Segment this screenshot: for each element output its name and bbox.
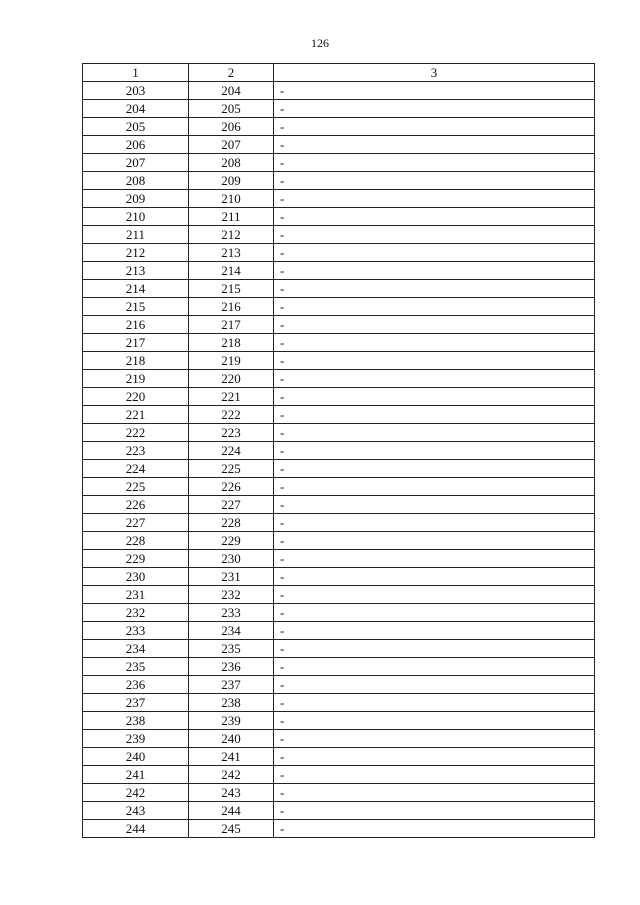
cell-col-3: - [274, 748, 595, 766]
cell-col-1: 220 [83, 388, 189, 406]
table-row [83, 190, 595, 208]
cell-col-2: 228 [189, 514, 274, 532]
table-row [83, 694, 595, 712]
table-row [83, 298, 595, 316]
cell-col-3: - [274, 784, 595, 802]
page-number: 126 [311, 36, 329, 50]
cell-col-3: - [274, 640, 595, 658]
cell-col-3: - [274, 100, 595, 118]
cell-col-1: 204 [83, 100, 189, 118]
cell-col-3: - [274, 676, 595, 694]
cell-col-2: 209 [189, 172, 274, 190]
table-row [83, 802, 595, 820]
cell-col-2: 245 [189, 820, 274, 838]
cell-col-3: - [274, 802, 595, 820]
cell-col-2: 207 [189, 136, 274, 154]
cell-col-1: 219 [83, 370, 189, 388]
cell-col-3: - [274, 532, 595, 550]
table-row [83, 658, 595, 676]
cell-col-1: 243 [83, 802, 189, 820]
cell-col-3: - [274, 154, 595, 172]
cell-col-3: - [274, 694, 595, 712]
cell-col-3: - [274, 208, 595, 226]
cell-col-1: 227 [83, 514, 189, 532]
cell-col-2: 242 [189, 766, 274, 784]
cell-col-1: 213 [83, 262, 189, 280]
cell-col-2: 241 [189, 748, 274, 766]
cell-col-2: 225 [189, 460, 274, 478]
table-row [83, 118, 595, 136]
cell-col-1: 240 [83, 748, 189, 766]
table-row [83, 784, 595, 802]
table-row [83, 514, 595, 532]
table-row [83, 676, 595, 694]
table-row [83, 442, 595, 460]
table-row [83, 496, 595, 514]
table-row [83, 316, 595, 334]
table-row [83, 478, 595, 496]
table-row [83, 154, 595, 172]
table-row [83, 550, 595, 568]
cell-col-2: 218 [189, 334, 274, 352]
table-row [83, 352, 595, 370]
data-table [82, 63, 595, 838]
cell-col-2: 215 [189, 280, 274, 298]
cell-col-3: - [274, 424, 595, 442]
cell-col-2: 227 [189, 496, 274, 514]
table-row [83, 748, 595, 766]
cell-col-1: 222 [83, 424, 189, 442]
cell-col-1: 205 [83, 118, 189, 136]
cell-col-3: - [274, 244, 595, 262]
table-body [83, 82, 595, 838]
cell-col-3: - [274, 658, 595, 676]
cell-col-2: 213 [189, 244, 274, 262]
table-row [83, 424, 595, 442]
table-row [83, 82, 595, 100]
cell-col-1: 238 [83, 712, 189, 730]
cell-col-2: 211 [189, 208, 274, 226]
cell-col-3: - [274, 730, 595, 748]
cell-col-2: 239 [189, 712, 274, 730]
cell-col-3: - [274, 298, 595, 316]
table-row [83, 730, 595, 748]
cell-col-1: 209 [83, 190, 189, 208]
cell-col-2: 216 [189, 298, 274, 316]
table-row [83, 586, 595, 604]
cell-col-1: 226 [83, 496, 189, 514]
table-row [83, 172, 595, 190]
cell-col-3: - [274, 514, 595, 532]
cell-col-3: - [274, 622, 595, 640]
column-header-2: 2 [189, 64, 274, 82]
table-row [83, 280, 595, 298]
table-row [83, 226, 595, 244]
cell-col-1: 207 [83, 154, 189, 172]
cell-col-1: 228 [83, 532, 189, 550]
cell-col-2: 231 [189, 568, 274, 586]
cell-col-3: - [274, 442, 595, 460]
cell-col-2: 204 [189, 82, 274, 100]
cell-col-1: 244 [83, 820, 189, 838]
cell-col-1: 241 [83, 766, 189, 784]
cell-col-2: 224 [189, 442, 274, 460]
cell-col-2: 234 [189, 622, 274, 640]
cell-col-2: 223 [189, 424, 274, 442]
cell-col-1: 239 [83, 730, 189, 748]
cell-col-3: - [274, 82, 595, 100]
cell-col-3: - [274, 190, 595, 208]
table-row [83, 604, 595, 622]
cell-col-1: 206 [83, 136, 189, 154]
cell-col-2: 208 [189, 154, 274, 172]
cell-col-1: 214 [83, 280, 189, 298]
cell-col-2: 217 [189, 316, 274, 334]
cell-col-2: 226 [189, 478, 274, 496]
cell-col-1: 237 [83, 694, 189, 712]
table-row [83, 532, 595, 550]
cell-col-2: 206 [189, 118, 274, 136]
cell-col-1: 215 [83, 298, 189, 316]
table-row [83, 406, 595, 424]
cell-col-3: - [274, 766, 595, 784]
cell-col-2: 243 [189, 784, 274, 802]
cell-col-2: 214 [189, 262, 274, 280]
cell-col-3: - [274, 712, 595, 730]
cell-col-3: - [274, 406, 595, 424]
table-row [83, 370, 595, 388]
table-row [83, 388, 595, 406]
cell-col-1: 242 [83, 784, 189, 802]
cell-col-1: 225 [83, 478, 189, 496]
cell-col-2: 244 [189, 802, 274, 820]
cell-col-1: 235 [83, 658, 189, 676]
cell-col-2: 240 [189, 730, 274, 748]
column-header-1: 1 [83, 64, 189, 82]
table-row [83, 100, 595, 118]
cell-col-2: 232 [189, 586, 274, 604]
cell-col-3: - [274, 118, 595, 136]
cell-col-2: 233 [189, 604, 274, 622]
cell-col-2: 236 [189, 658, 274, 676]
cell-col-3: - [274, 136, 595, 154]
cell-col-3: - [274, 316, 595, 334]
cell-col-3: - [274, 604, 595, 622]
table-row [83, 820, 595, 838]
cell-col-1: 229 [83, 550, 189, 568]
cell-col-1: 236 [83, 676, 189, 694]
cell-col-2: 235 [189, 640, 274, 658]
cell-col-3: - [274, 388, 595, 406]
cell-col-2: 221 [189, 388, 274, 406]
cell-col-3: - [274, 172, 595, 190]
cell-col-3: - [274, 550, 595, 568]
cell-col-1: 208 [83, 172, 189, 190]
table-row [83, 712, 595, 730]
cell-col-2: 237 [189, 676, 274, 694]
cell-col-2: 222 [189, 406, 274, 424]
cell-col-3: - [274, 262, 595, 280]
table-row [83, 766, 595, 784]
cell-col-1: 217 [83, 334, 189, 352]
cell-col-2: 229 [189, 532, 274, 550]
cell-col-2: 210 [189, 190, 274, 208]
cell-col-1: 221 [83, 406, 189, 424]
cell-col-1: 234 [83, 640, 189, 658]
cell-col-3: - [274, 352, 595, 370]
cell-col-1: 232 [83, 604, 189, 622]
table-row [83, 262, 595, 280]
cell-col-3: - [274, 478, 595, 496]
cell-col-2: 230 [189, 550, 274, 568]
cell-col-3: - [274, 568, 595, 586]
cell-col-1: 233 [83, 622, 189, 640]
cell-col-2: 220 [189, 370, 274, 388]
table-row [83, 334, 595, 352]
cell-col-3: - [274, 280, 595, 298]
cell-col-1: 223 [83, 442, 189, 460]
cell-col-1: 211 [83, 226, 189, 244]
table-row [83, 460, 595, 478]
table-row [83, 244, 595, 262]
table-row [83, 640, 595, 658]
cell-col-1: 203 [83, 82, 189, 100]
column-header-3: 3 [274, 64, 595, 82]
cell-col-3: - [274, 460, 595, 478]
cell-col-1: 224 [83, 460, 189, 478]
cell-col-1: 212 [83, 244, 189, 262]
cell-col-3: - [274, 496, 595, 514]
cell-col-2: 219 [189, 352, 274, 370]
cell-col-3: - [274, 820, 595, 838]
cell-col-1: 210 [83, 208, 189, 226]
table-row [83, 136, 595, 154]
table-row [83, 622, 595, 640]
cell-col-3: - [274, 370, 595, 388]
table-header-row [83, 64, 595, 82]
table-row [83, 568, 595, 586]
cell-col-3: - [274, 226, 595, 244]
cell-col-3: - [274, 586, 595, 604]
cell-col-1: 230 [83, 568, 189, 586]
table-row [83, 208, 595, 226]
cell-col-2: 205 [189, 100, 274, 118]
cell-col-1: 216 [83, 316, 189, 334]
cell-col-2: 238 [189, 694, 274, 712]
cell-col-3: - [274, 334, 595, 352]
cell-col-2: 212 [189, 226, 274, 244]
cell-col-1: 218 [83, 352, 189, 370]
cell-col-1: 231 [83, 586, 189, 604]
